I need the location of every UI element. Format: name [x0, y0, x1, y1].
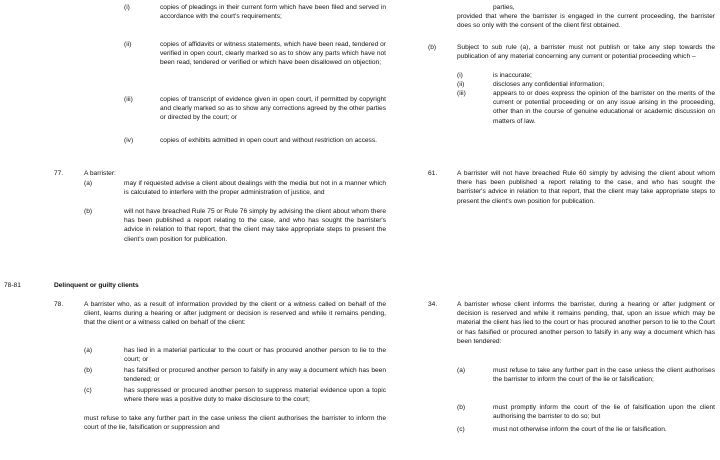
rule-number: 61.	[428, 170, 438, 177]
heading-title: Delinquent or guilty clients	[54, 282, 139, 289]
list-item-text: may if requested advise a client about dealings with the media but not in a manner which is calculated to interfere with the proper administration of justice, and	[124, 180, 386, 197]
rule-intro: A barrister who, as a result of information provided by the client or a witness called on behalf of the client, learns during a hearing or after judgment or decision is reserved and while it remains pending, that the client or a witness called on behalf of the client:	[84, 301, 386, 327]
list-marker: (b)	[428, 44, 437, 51]
rule-number: 78.	[54, 301, 64, 308]
list-marker: (a)	[84, 180, 93, 187]
list-item-text: has falsified or procured another person to falsify in any way a document which has been tendered; or	[124, 367, 386, 384]
heading-number: 78-81	[4, 282, 21, 289]
list-item-text: copies of pleadings in their current form which have been filed and served in accordance with the court's requirements;	[160, 4, 386, 21]
list-marker: (b)	[84, 367, 93, 374]
rule-intro: A barrister:	[84, 170, 116, 177]
list-item-text: appears to or does express the opinion of the barrister on the merits of the current or potential proceeding or on any issue arising in the proceeding, other than in the course of genuine educational or academic discussion on matters of law.	[493, 90, 715, 125]
list-marker: (ii)	[457, 81, 465, 88]
list-marker: (iii)	[124, 96, 133, 103]
list-item-text: has suppressed or procured another person to suppress material evidence upon a topic where there was a positive duty to make disclosure to the court;	[124, 387, 386, 404]
list-item-text: copies of affidavits or witness statements, which have been read, tendered or verified in open court, clearly marked so as to show any parts which have not been read, tendered or verified or which have been disallowed on objection;	[160, 41, 386, 67]
list-item-text: is inaccurate;	[493, 72, 532, 79]
continuation-text: parties,	[493, 4, 515, 11]
rule-number: 34.	[428, 301, 438, 308]
rule-text: A barrister will not have breached Rule 60 simply by advising the client about whom there has been published a report relating to the case, and who has sought the barrister's advice in relation to that report, that the client may take appropriate steps to present the client's own position for publication.	[457, 170, 715, 205]
list-marker: (b)	[457, 404, 466, 411]
list-marker: (c)	[457, 426, 465, 433]
list-marker: (b)	[84, 208, 93, 215]
list-item-text: discloses any confidential information;	[493, 81, 605, 88]
sub-rule-text: Subject to sub rule (a), a barrister must not publish or take any step towards the publication of any material concerning any current or potential proceeding which –	[457, 44, 715, 61]
list-marker: (c)	[84, 387, 92, 394]
rule-tail: must refuse to take any further part in the case unless the client authorises the barrister to inform the court of the lie, falsification or suppression and	[84, 415, 386, 432]
rule-number: 77.	[54, 170, 64, 177]
list-item-text: has lied in a material particular to the court or has procured another person to lie to the court; or	[124, 347, 386, 364]
list-item-text: must promptly inform the court of the lie of falsification upon the client authorising the barrister to do so; but	[493, 404, 715, 421]
proviso-text: provided that where the barrister is engaged in the current proceeding, the barrister does so only with the consent of the client first obtained.	[457, 13, 715, 30]
list-marker: (ii)	[124, 41, 132, 48]
list-marker: (a)	[457, 367, 466, 374]
rule-intro: A barrister whose client informs the barrister, during a hearing or after judgment or decision is reserved and while it remains pending, that, upon an issue which may be material the client has lied to the court or has procured another person to lie to the Court or has falsified or procured another person to falsify in any way a document which has been tendered:	[457, 301, 715, 345]
list-marker: (i)	[457, 72, 463, 79]
list-marker: (i)	[124, 4, 130, 11]
list-marker: (iv)	[124, 137, 134, 144]
list-item-text: copies of transcript of evidence given in open court, if permitted by copyright and clearly marked so as to show any corrections agreed by the other parties or directed by the court; or	[160, 96, 386, 122]
list-item-text: copies of exhibits admitted in open court and without restriction on access.	[160, 137, 377, 144]
list-item-text: must not otherwise inform the court of the lie or falsification.	[493, 426, 667, 433]
list-item-text: must refuse to take any further part in the case unless the client authorises the barrister to inform the court of the lie or falsification;	[493, 367, 715, 384]
list-marker: (iii)	[457, 90, 466, 97]
list-item-text: will not have breached Rule 75 or Rule 76 simply by advising the client about whom there has been published a report relating to the case, and who has sought the barrister's advice in relation to that report, that the client may take appropriate steps to present the client's own position for publication.	[124, 208, 386, 243]
list-marker: (a)	[84, 347, 93, 354]
